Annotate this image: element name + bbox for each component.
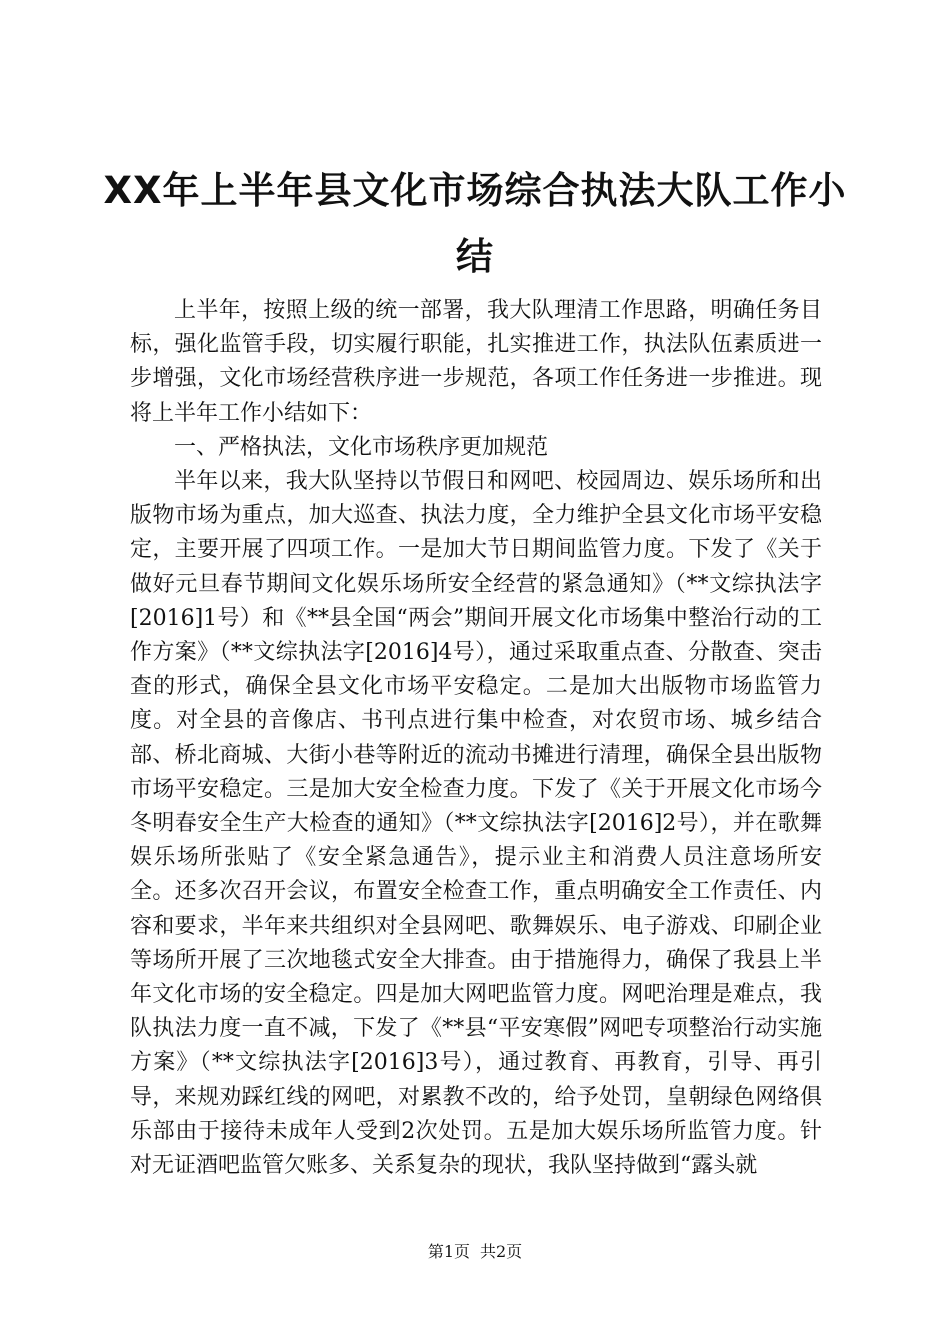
document-title: XX年上半年县文化市场综合执法大队工作小结 — [103, 169, 847, 278]
page-number: 第1页 — [427, 1242, 470, 1261]
paragraph-intro: 上半年，按照上级的统一部署，我大队理清工作思路，明确任务目标，强化监管手段，切实履行职能，扎实推进工作，执法队伍素质进一步增强，文化市场经营秩序进一步规范，各项工作任务进一步推进。现将上半年工作小结如下： — [130, 298, 822, 426]
page-footer — [0, 1240, 950, 1264]
paragraph-section-1: 半年以来，我大队坚持以节假日和网吧、校园周边、娱乐场所和出版物市场为重点，加大巡查、执法力度，全力维护全县文化市场平安稳定，主要开展了四项工作。一是加大节日期间监管力度。下发了《关于做好元旦春节期间文化娱乐场所安全经营的紧急通知》（**文综执法字[2016]1号）和《**县全国“两会”期间开展文化市场集中整治行动的工作方案》（**文综执法字[2016]4号），通过采取重点查、分散查、突击查的形式，确保全县文化市场平安稳定。二是加大出版物市场监管力度。对全县的音像店、书刊点进行集中检查，对农贸市场、城乡结合部、桥北商城、大街小巷等附近的流动书摊进行清理，确保全县出版物市场平安稳定。三是加大安全检查力度。下发了《关于开展文化市场今冬明春安全生产大检查的通知》（**文综执法字[2016]2号），并在歌舞娱乐场所张贴了《安全紧急通告》，提示业主和消费人员注意场所安全。还多次召开会议，布置安全检查工作，重点明确安全工作责任、内容和要求，半年来共组织对全县网吧、歌舞娱乐、电子游戏、印刷企业等场所开展了三次地毯式安全大排查。由于措施得力，确保了我县上半年文化市场的安全稳定。四是加大网吧监管力度。网吧治理是难点，我队执法力度一直不减，下发了《**县“平安寒假”网吧专项整治行动实施方案》（**文综执法字[2016]3号），通过教育、再教育，引导、再引导，来规劝踩红线的网吧，对累教不改的，给予处罚，皇朝绿色网络俱乐部由于接待未成年人受到2次处罚。五是加大娱乐场所监管力度。针对无证酒吧监管欠账多、关系复杂的现状，我队坚持做到“露头就 — [130, 469, 822, 1179]
section-heading-1: 一、严格执法，文化市场秩序更加规范 — [174, 434, 549, 460]
document-body — [130, 294, 822, 1183]
page-total: 共2页 — [480, 1242, 523, 1261]
